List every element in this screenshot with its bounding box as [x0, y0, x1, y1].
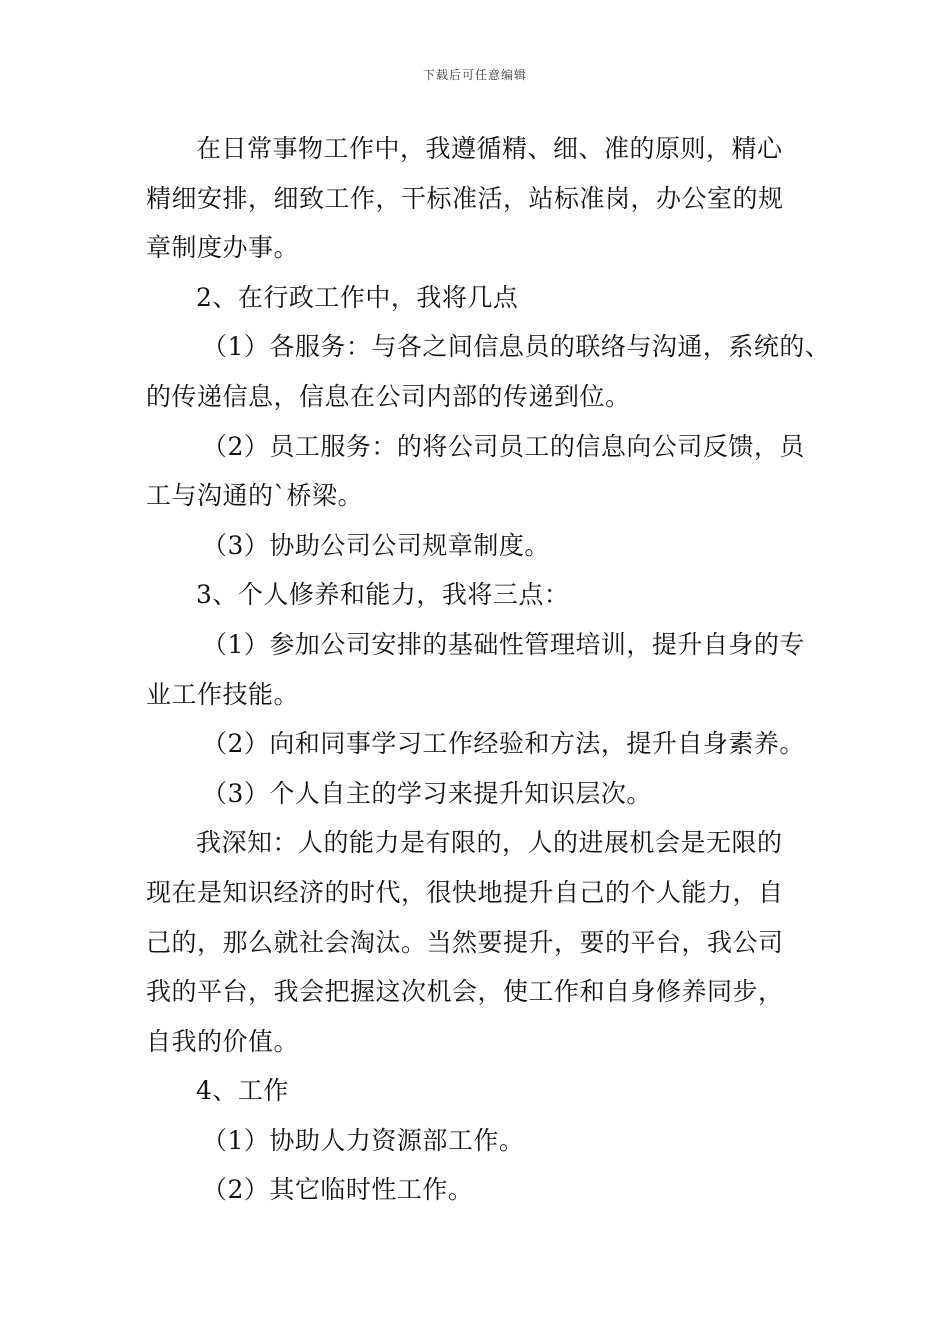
text-line: （2）其它临时性工作。 [202, 1175, 474, 1205]
text-line: 的传递信息，信息在公司内部的传递到位。 [146, 381, 631, 411]
text-line: 业工作技能。 [146, 679, 300, 709]
text-line: 己的，那么就社会淘汰。当然要提升，要的平台，我公司 [146, 927, 784, 957]
text-line: （2）员工服务：的将公司员工的信息向公司反馈，员 [202, 431, 805, 461]
text-line: 精细安排，细致工作，干标准活，站标准岗，办公室的规 [146, 183, 784, 213]
text-line: （3）协助公司公司规章制度。 [202, 530, 550, 560]
text-line: （1）参加公司安排的基础性管理培训，提升自身的专 [202, 629, 805, 659]
text-line: 2、在行政工作中，我将几点 [196, 282, 519, 312]
text-line: 我深知：人的能力是有限的，人的进展机会是无限的 [196, 828, 783, 858]
text-line: 在日常事物工作中，我遵循精、细、准的原则，精心 [196, 134, 783, 163]
page-header: 下载后可任意编辑 [422, 68, 527, 82]
text-line: 工与沟通的`桥梁。 [146, 481, 364, 511]
text-line: 4、工作 [196, 1076, 289, 1106]
text-line: （1）各服务：与各之间信息员的联络与沟通，系统的、 [202, 332, 831, 362]
text-line: （1）协助人力资源部工作。 [202, 1125, 525, 1155]
text-line: 3、个人修养和能力，我将三点： [196, 580, 570, 610]
text-line: 章制度办事。 [146, 233, 300, 263]
text-line: （2）向和同事学习工作经验和方法，提升自身素养。 [202, 729, 805, 759]
text-line: 自我的价值。 [146, 1026, 300, 1056]
text-line: 我的平台，我会把握这次机会，使工作和自身修养同步， [146, 977, 784, 1007]
text-line: 现在是知识经济的时代，很快地提升自己的个人能力，自 [146, 877, 784, 907]
document-body [146, 124, 831, 1215]
text-line: （3）个人自主的学习来提升知识层次。 [202, 778, 652, 808]
